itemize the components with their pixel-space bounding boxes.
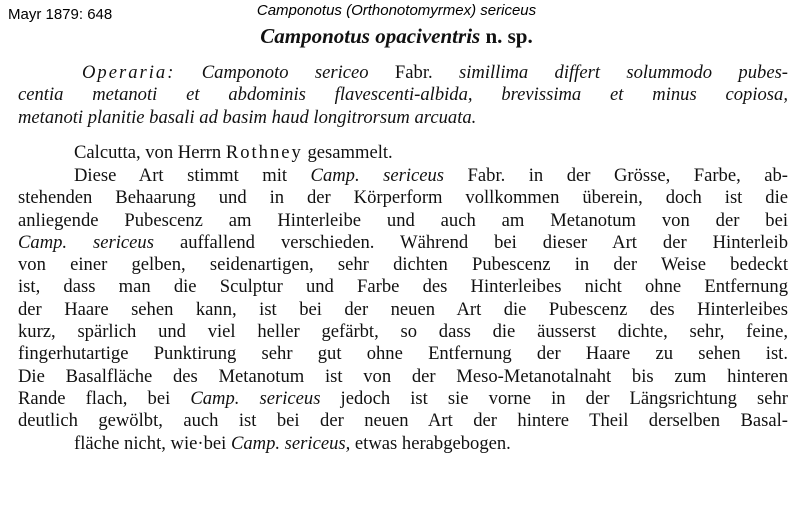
species-ref: Camp. sericeus, <box>230 432 351 454</box>
locality-text: Calcutta, von Herrn <box>74 142 226 163</box>
species-ref: Camp. sericeus <box>18 231 154 253</box>
body-line <box>18 388 788 410</box>
diagnosis-text: Camponoto sericeo <box>175 62 395 83</box>
diagnosis-line: metanoti planitie basali ad basim haud longitrorsum arcuata. <box>18 106 477 128</box>
diagnosis-text: simillima differt solummodo pubes- <box>432 62 789 83</box>
locality-paragraph <box>18 142 788 164</box>
body-text: Diese Art stimmt mit <box>74 165 311 186</box>
taxon-label: Camponotus (Orthonotomyrmex) sericeus <box>256 2 537 19</box>
diagnosis-line: centia metanoti et abdominis flavescenti-albida, brevissima et minus copiosa, <box>18 84 788 106</box>
body-text: jedoch ist sie vorne in der Längsrichtung sehr <box>320 387 788 409</box>
body-line: deutlich gewölbt, auch ist bei der neuen Art der hintere Theil derselben Basal- <box>18 410 788 432</box>
locality-text: gesammelt. <box>302 142 393 163</box>
collector-name: Rothney <box>225 142 303 163</box>
body-text: Rande flach, bei <box>18 387 191 409</box>
body-line: stehenden Behaarung und in der Körperform vollkommen überein, doch ist die <box>18 187 788 209</box>
species-title <box>0 24 793 49</box>
species-name: Camponotus opaciventris <box>260 24 481 48</box>
diagnosis-line <box>18 62 788 84</box>
body-line: Die Basalfläche des Metanotum ist von der Meso-Metanotalnaht bis zum hinteren <box>18 365 788 387</box>
body-line: anliegende Pubescenz am Hinterleibe und auch am Metanotum von der bei <box>18 209 788 231</box>
reference-label: Mayr 1879: 648 <box>8 6 113 23</box>
diagnosis-paragraph <box>18 62 788 129</box>
body-line: von einer gelben, seidenartigen, sehr dichten Pubescenz in der Weise bedeckt <box>18 254 788 276</box>
body-text: Fabr. in der Grösse, Farbe, ab- <box>444 165 788 186</box>
body-line: ist, dass man die Sculptur und Farbe des Hinterleibes nicht ohne Entfernung <box>18 276 788 298</box>
body-line <box>18 165 788 187</box>
species-ref: Camp. sericeus <box>190 387 321 409</box>
new-species-marker: n. sp. <box>485 24 533 48</box>
caste-label: Operaria: <box>82 62 176 83</box>
author-abbrev: Fabr. <box>394 62 433 83</box>
body-line: fingerhutartige Punktirung sehr gut ohne Entfernung der Haare zu sehen ist. <box>18 343 788 365</box>
body-text: etwas herabgebogen. <box>350 432 511 454</box>
body-text: auffallend verschieden. Während bei dieser Art der Hinterleib <box>153 231 788 253</box>
body-line <box>18 433 788 455</box>
body-line: der Haare sehen kann, ist bei der neuen Art die Pubescenz des Hinterleibes <box>18 298 788 320</box>
body-text: fläche nicht, wie·bei <box>74 432 231 454</box>
body-line <box>18 232 788 254</box>
locality-line <box>18 142 788 164</box>
body-line: kurz, spärlich und viel heller gefärbt, so dass die äusserst dichte, sehr, feine, <box>18 321 788 343</box>
species-ref: Camp. sericeus <box>310 165 445 186</box>
description-paragraph <box>18 165 788 455</box>
